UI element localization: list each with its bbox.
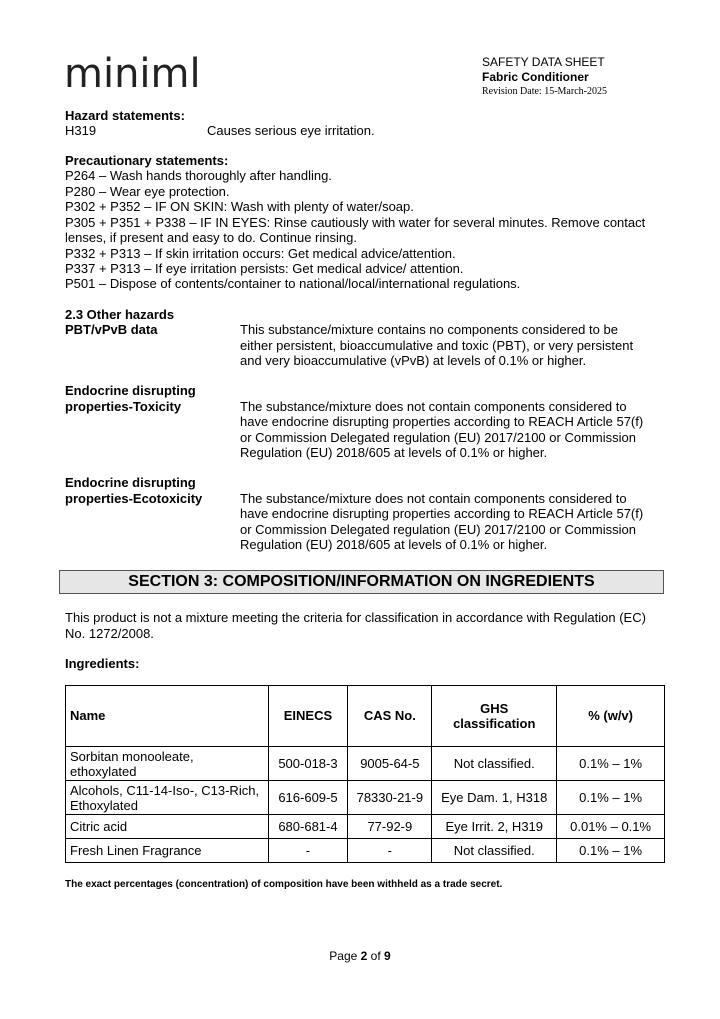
hazard-heading: Hazard statements:	[65, 108, 185, 123]
column-header: Name	[66, 686, 269, 747]
table-cell: 77-92-9	[348, 815, 432, 839]
table-row	[66, 839, 665, 863]
table-row	[66, 747, 665, 781]
page-prefix: Page	[329, 949, 361, 963]
table-cell: -	[348, 839, 432, 863]
hazard-code: H319	[65, 123, 97, 138]
precaution-line: P302 + P352 – IF ON SKIN: Wash with plenty of water/soap.	[65, 199, 414, 214]
ingredients-table	[65, 685, 665, 863]
eco-text-line: or Commission Delegated regulation (EU) 2017/2100 or Commission	[240, 522, 636, 537]
tox-label: Endocrine disrupting	[65, 383, 196, 398]
table-cell: 680-681-4	[268, 815, 348, 839]
table-header-row	[66, 686, 665, 747]
tox-text-line: The substance/mixture does not contain components considered to	[240, 399, 627, 414]
precaution-line: P305 + P351 + P338 – IF IN EYES: Rinse cautiously with water for several minutes. Remove contact	[65, 215, 646, 230]
column-header: CAS No.	[348, 686, 432, 747]
precaution-line: P264 – Wash hands thoroughly after handling.	[65, 168, 332, 183]
section-3-title: SECTION 3: COMPOSITION/INFORMATION ON INGREDIENTS	[59, 570, 664, 594]
column-header: EINECS	[268, 686, 348, 747]
precaution-line: P280 – Wear eye protection.	[65, 184, 230, 199]
precaution-line: P501 – Dispose of contents/container to national/local/international regulations.	[65, 276, 521, 291]
pbt-text-line: and very bioaccumulative (vPvB) at levels of 0.1% or higher.	[240, 353, 587, 368]
section-3-intro: This product is not a mixture meeting the criteria for classification in accordance with Regulation (EC)	[65, 610, 646, 625]
column-header: GHS classification	[432, 686, 557, 747]
eco-label: properties-Ecotoxicity	[65, 491, 203, 506]
table-cell: Citric acid	[66, 815, 269, 839]
table-cell: 78330-21-9	[348, 781, 432, 815]
pbt-label: PBT/vPvB data	[65, 322, 158, 337]
table-cell: Fresh Linen Fragrance	[66, 839, 269, 863]
product-name: Fabric Conditioner	[482, 70, 589, 84]
table-cell: 500-018-3	[268, 747, 348, 781]
precautionary-heading: Precautionary statements:	[65, 153, 229, 168]
table-row	[66, 815, 665, 839]
section-3-intro: No. 1272/2008.	[65, 626, 154, 641]
revision-date: Revision Date: 15-March-2025	[482, 86, 607, 97]
table-cell: Not classified.	[432, 839, 557, 863]
table-cell: Eye Dam. 1, H318	[432, 781, 557, 815]
pbt-text-line: either persistent, bioaccumulative and toxic (PBT), or very persistent	[240, 338, 634, 353]
tox-text-line: or Commission Delegated regulation (EU) 2017/2100 or Commission	[240, 430, 636, 445]
eco-label: Endocrine disrupting	[65, 475, 196, 490]
table-cell: 0.01% – 0.1%	[557, 815, 665, 839]
table-cell: 9005-64-5	[348, 747, 432, 781]
document-header	[482, 55, 607, 99]
page-of: of	[367, 949, 385, 963]
table-cell: 0.1% – 1%	[557, 747, 665, 781]
table-cell: Eye Irrit. 2, H319	[432, 815, 557, 839]
page-total: 9	[384, 949, 391, 963]
table-cell: Alcohols, C11-14-Iso-, C13-Rich, Ethoxylated	[66, 781, 269, 815]
tox-text-line: Regulation (EU) 2018/605 at levels of 0.1% or higher.	[240, 445, 548, 460]
table-cell: -	[268, 839, 348, 863]
hazard-text: Causes serious eye irritation.	[207, 123, 375, 138]
table-cell: Not classified.	[432, 747, 557, 781]
tox-text-line: have endocrine disrupting properties according to REACH Article 57(f)	[240, 414, 644, 429]
tox-label: properties-Toxicity	[65, 399, 182, 414]
precaution-line: P337 + P313 – If eye irritation persists: Get medical advice/ attention.	[65, 261, 464, 276]
table-row	[66, 781, 665, 815]
precaution-line: lenses, if present and easy to do. Continue rinsing.	[65, 230, 357, 245]
precaution-line: P332 + P313 – If skin irritation occurs: Get medical advice/attention.	[65, 246, 456, 261]
footnote: The exact percentages (concentration) of composition have been withheld as a trade secret.	[65, 879, 503, 890]
pbt-text-line: This substance/mixture contains no components considered to be	[240, 322, 618, 337]
company-logo: miniml	[64, 51, 201, 97]
table-cell: 616-609-5	[268, 781, 348, 815]
eco-text-line: Regulation (EU) 2018/605 at levels of 0.1% or higher.	[240, 537, 548, 552]
table-cell: 0.1% – 1%	[557, 839, 665, 863]
other-hazards-heading: 2.3 Other hazards	[65, 307, 175, 322]
table-cell: Sorbitan monooleate, ethoxylated	[66, 747, 269, 781]
doc-type: SAFETY DATA SHEET	[482, 55, 605, 69]
page-number	[0, 949, 720, 965]
column-header: % (w/v)	[557, 686, 665, 747]
page-current: 2	[360, 949, 368, 963]
ingredients-heading: Ingredients:	[65, 656, 140, 671]
table-cell: 0.1% – 1%	[557, 781, 665, 815]
eco-text-line: have endocrine disrupting properties according to REACH Article 57(f)	[240, 506, 644, 521]
eco-text-line: The substance/mixture does not contain components considered to	[240, 491, 627, 506]
